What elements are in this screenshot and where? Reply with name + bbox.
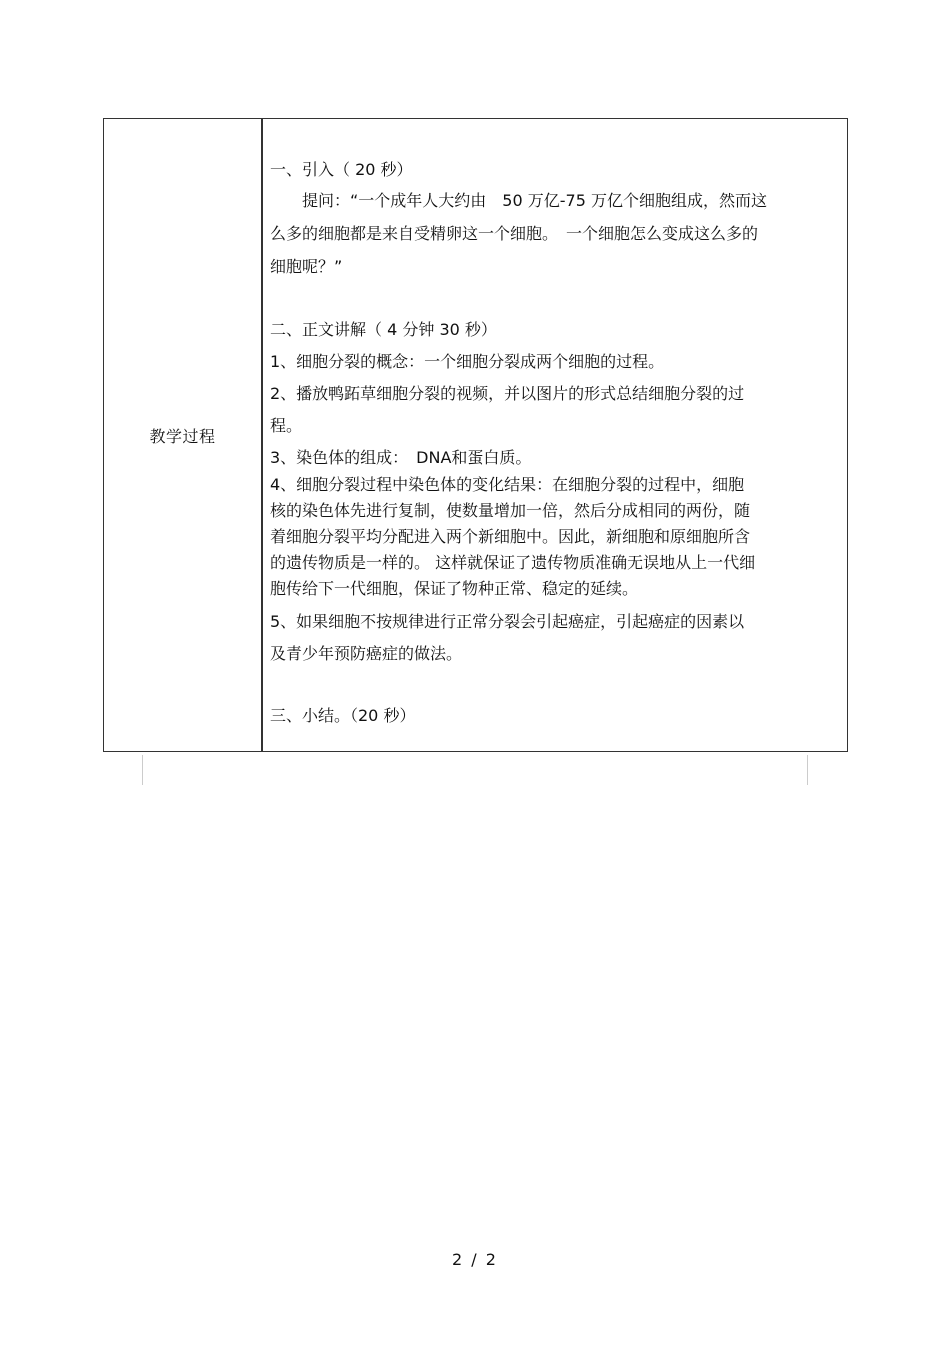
table-border-remnant-left bbox=[142, 755, 143, 785]
row-label: 教学过程 bbox=[149, 426, 216, 446]
lesson-plan-table bbox=[103, 118, 848, 752]
page-number: 2 / 2 bbox=[452, 1250, 498, 1269]
section-heading-summary: 三、小结。（20 秒） bbox=[270, 706, 416, 725]
intro-question-line: 提问：“一个成年人大约由 50 万亿-75 万亿个细胞组成，然而这 bbox=[270, 191, 767, 210]
column-divider bbox=[261, 119, 263, 751]
section-heading-lecture: 二、正文讲解（ 4 分钟 30 秒） bbox=[270, 320, 497, 339]
lecture-point-5-cont: 及青少年预防癌症的做法。 bbox=[270, 644, 463, 663]
lecture-point-4-cont: 核的染色体先进行复制，使数量增加一倍，然后分成相同的两份，随 bbox=[270, 501, 751, 520]
lecture-point-4-cont: 着细胞分裂平均分配进入两个新细胞中。因此，新细胞和原细胞所含 bbox=[270, 527, 751, 546]
lecture-point-2: 2、播放鸭跖草细胞分裂的视频，并以图片的形式总结细胞分裂的过 bbox=[270, 384, 745, 403]
table-border-remnant-right bbox=[807, 755, 808, 785]
lecture-point-2-cont: 程。 bbox=[270, 416, 303, 435]
lecture-point-5: 5、如果细胞不按规律进行正常分裂会引起癌症，引起癌症的因素以 bbox=[270, 612, 745, 631]
intro-question-line: 细胞呢？” bbox=[270, 257, 343, 276]
lecture-point-4: 4、细胞分裂过程中染色体的变化结果：在细胞分裂的过程中，细胞 bbox=[270, 475, 745, 494]
lecture-point-3: 3、染色体的组成： DNA和蛋白质。 bbox=[270, 448, 532, 467]
lecture-point-4-cont: 的遗传物质是一样的。 这样就保证了遗传物质准确无误地从上一代细 bbox=[270, 553, 756, 572]
intro-question-line: 么多的细胞都是来自受精卵这一个细胞。 一个细胞怎么变成这么多的 bbox=[270, 224, 759, 243]
row-label-cell bbox=[104, 119, 261, 751]
section-heading-intro: 一、引入（ 20 秒） bbox=[270, 160, 413, 179]
lecture-point-1: 1、细胞分裂的概念：一个细胞分裂成两个细胞的过程。 bbox=[270, 352, 665, 371]
lecture-point-4-cont: 胞传给下一代细胞，保证了物种正常、稳定的延续。 bbox=[270, 579, 639, 598]
